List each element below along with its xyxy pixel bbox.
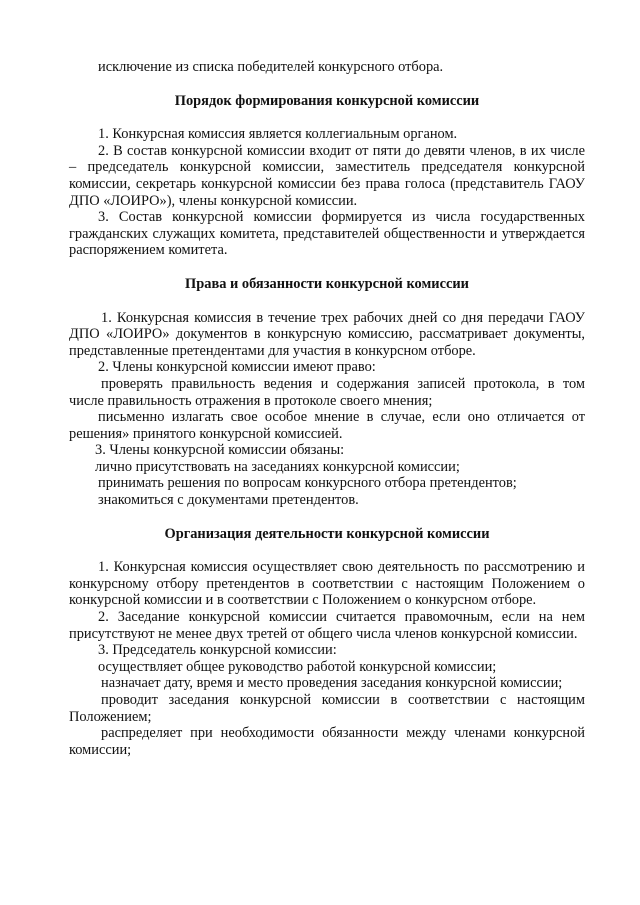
paragraph: проверять правильность ведения и содержания записей протокола, в том числе правильность отражения в протоколе своего мнения; — [69, 375, 585, 409]
document-page — [69, 59, 585, 758]
paragraph: знакомиться с документами претендентов. — [98, 492, 359, 509]
intro-line: исключение из списка победителей конкурсного отбора. — [98, 59, 444, 75]
paragraph: лично присутствовать на заседаниях конкурсной комиссии; — [95, 458, 460, 475]
section-heading-formation: Порядок формирования конкурсной комиссии — [174, 92, 480, 109]
section-body-rights — [69, 310, 585, 509]
section-heading-organization: Организация деятельности конкурсной комиссии — [164, 525, 490, 542]
paragraph: 2. Заседание конкурсной комиссии считается правомочным, если на нем присутствуют не менее двух третей от общего числа членов конкурсной комиссии. — [69, 609, 585, 642]
paragraph: назначает дату, время и место проведения заседания конкурсной комиссии; — [101, 675, 563, 692]
paragraph: 1. Конкурсная комиссия в течение трех рабочих дней со дня передачи ГАОУ ДПО «ЛОИРО» документов в конкурсную комиссию, рассматривает документы, представленные претендентами для участия в конкурсном отборе. — [69, 309, 585, 359]
paragraph: 3. Председатель конкурсной комиссии: — [98, 642, 337, 659]
paragraph: письменно излагать свое особое мнение в случае, если оно отличается от решения» принятого конкурсной комиссией. — [69, 409, 585, 442]
section-body-formation — [69, 126, 585, 259]
paragraph: 3. Члены конкурсной комиссии обязаны: — [95, 442, 345, 459]
paragraph: принимать решения по вопросам конкурсного отбора претендентов; — [98, 475, 517, 492]
paragraph: 1. Конкурсная комиссия является коллегиальным органом. — [98, 126, 458, 143]
paragraph: 1. Конкурсная комиссия осуществляет свою деятельность по рассмотрению и конкурсному отбору претендентов в соответствии с настоящим Положением о конкурсной комиссии и в соответствии с Положением о конкурсном отборе. — [69, 559, 585, 609]
paragraph: 2. Члены конкурсной комиссии имеют право: — [98, 359, 376, 376]
paragraph: осуществляет общее руководство работой конкурсной комиссии; — [98, 658, 497, 675]
section-heading-rights: Права и обязанности конкурсной комиссии — [185, 275, 469, 292]
paragraph: 3. Состав конкурсной комиссии формируется из числа государственных гражданских служащих комитета, представителей общественности и утверждается распоряжением комитета. — [69, 209, 585, 259]
paragraph: проводит заседания конкурсной комиссии в соответствии с настоящим Положением; — [69, 692, 585, 725]
paragraph: 2. В состав конкурсной комиссии входит от пяти до девяти членов, в их числе – председатель конкурсной комиссии, заместитель председателя конкурсной комиссии, секретарь конкурсной комиссии без права голоса (представитель ГАОУ ДПО «ЛОИРО»), члены конкурсной комиссии. — [69, 142, 585, 209]
section-body-organization — [69, 559, 585, 758]
paragraph: распределяет при необходимости обязанности между членами конкурсной комиссии; — [69, 725, 585, 758]
